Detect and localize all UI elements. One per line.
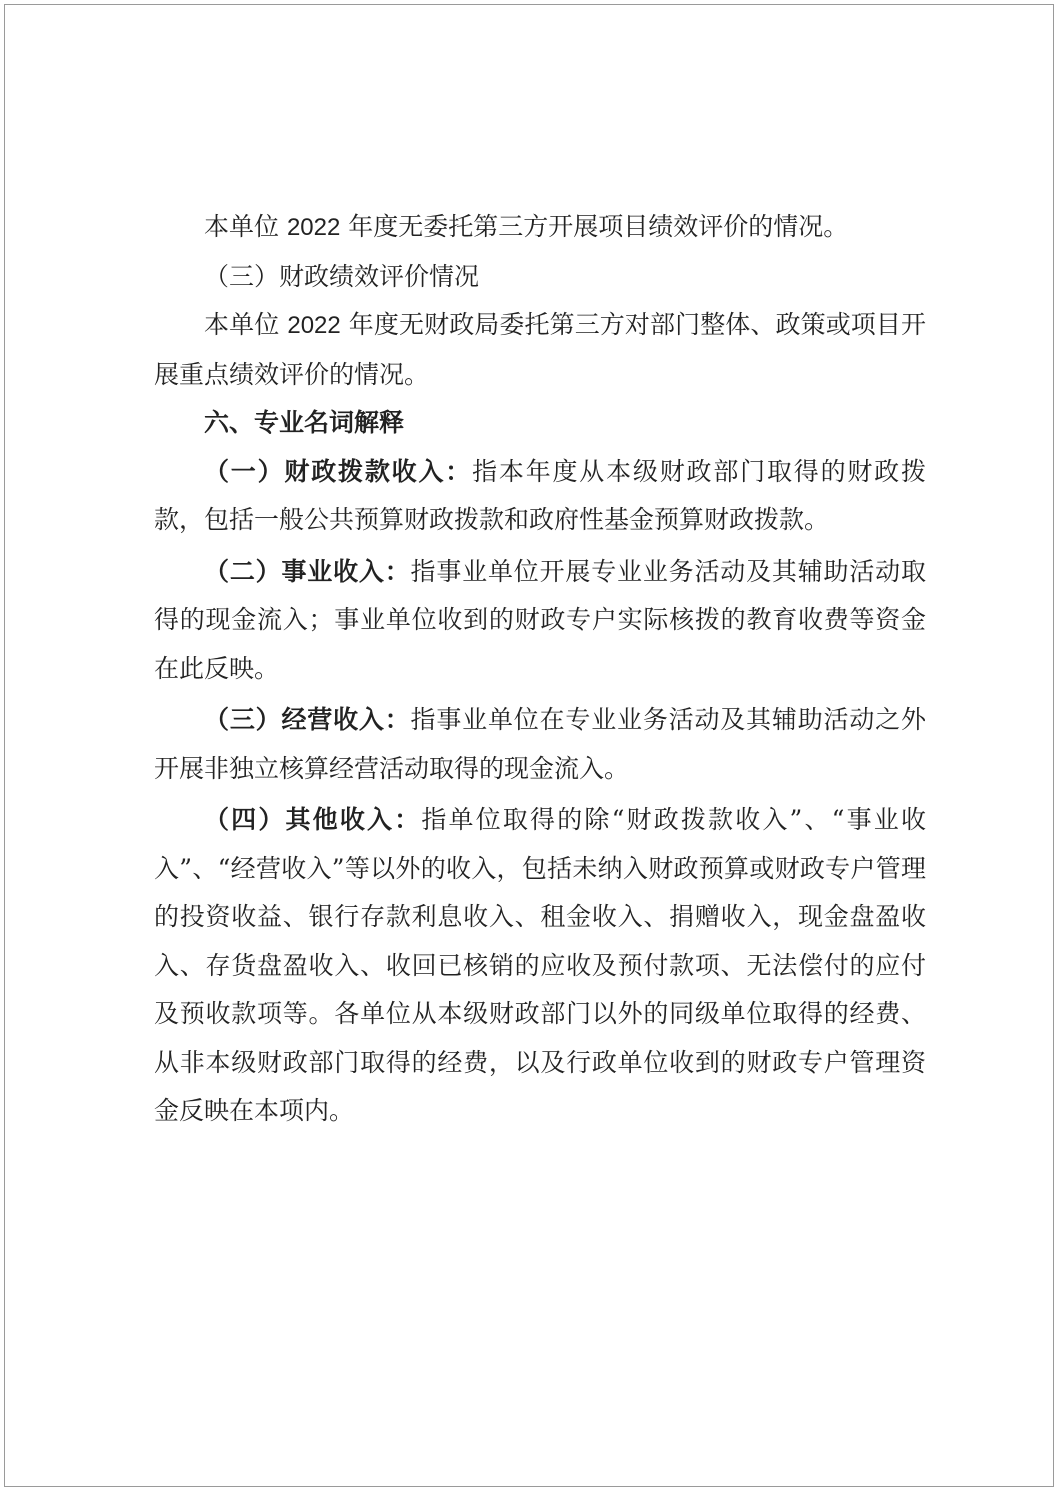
year-number: 2022 bbox=[287, 312, 341, 339]
document-body bbox=[154, 203, 926, 1136]
paragraph-text: 本单位 bbox=[204, 310, 288, 339]
paragraph-text: 本单位 bbox=[204, 212, 287, 241]
term-description: 指事业单位开展专业业务活动及其辅助活动取得的现金流入；事业单位收到的财政专户实际核拨的教育收费等资金在此反映。 bbox=[154, 556, 926, 683]
term-title: （四）其他收入： bbox=[204, 805, 422, 834]
term-other-income bbox=[154, 796, 926, 1136]
term-title: （二）事业收入： bbox=[204, 556, 411, 586]
term-description: 指本年度从本级财政部门取得的财政拨款，包括一般公共预算财政拨款和政府性基金预算财政拨款。 bbox=[154, 456, 926, 534]
term-fiscal-appropriation-income bbox=[154, 448, 926, 545]
year-number: 2022 bbox=[286, 214, 341, 241]
paragraph-finance-bureau-eval bbox=[154, 301, 926, 399]
paragraph-third-party-eval bbox=[154, 203, 926, 253]
term-title: （一）财政拨款收入： bbox=[204, 456, 473, 486]
heading-finance-performance-eval: （三）财政绩效评价情况 bbox=[204, 261, 480, 291]
term-title: （三）经营收入： bbox=[204, 705, 411, 734]
term-description: 指单位取得的除“财政拨款收入”、“事业收入”、“经营收入”等以外的收入，包括未纳入财政预算或财政专户管理的投资收益、银行存款利息收入、租金收入、捐赠收入，现金盘盈收入、存货盘盈收入、收回已核销的应收及预付款项、无法偿付的应付及预收款项等。各单位从本级财政部门以外的同级单位取得的经费、从非本级财政部门取得的经费，以及行政单位收到的财政专户管理资金反映在本项内。 bbox=[154, 805, 926, 1125]
term-description: 指事业单位在专业业务活动及其辅助活动之外开展非独立核算经营活动取得的现金流入。 bbox=[154, 705, 926, 783]
term-business-income bbox=[154, 548, 926, 694]
document-page bbox=[4, 4, 1054, 1487]
paragraph-text: 年度无财政局委托第三方对部门整体、政策或项目开展重点绩效评价的情况。 bbox=[154, 310, 927, 389]
heading-terms-explanation: 六、专业名词解释 bbox=[204, 408, 405, 437]
paragraph-text: 年度无委托第三方开展项目绩效评价的情况。 bbox=[340, 212, 849, 241]
term-operating-income bbox=[154, 696, 926, 793]
